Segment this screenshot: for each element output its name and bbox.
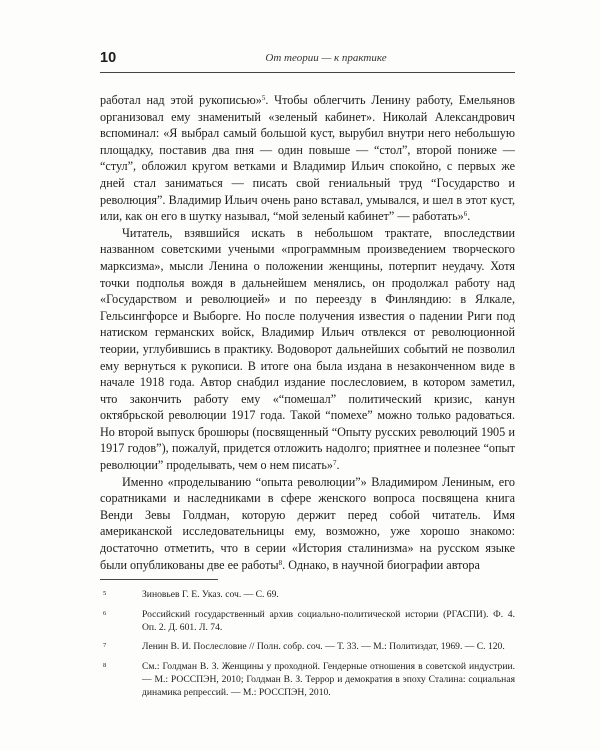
paragraph <box>100 92 515 225</box>
paragraph-text: . <box>336 458 340 473</box>
footnote-ref: 8 <box>278 558 283 567</box>
main-text <box>100 92 515 573</box>
paragraph <box>100 474 515 574</box>
footnotes <box>100 588 515 705</box>
paragraph <box>100 225 515 474</box>
paragraph-text: работал над этой рукописью» <box>100 93 262 107</box>
footnote <box>100 608 515 634</box>
footnote <box>100 640 515 653</box>
footnote <box>100 588 515 601</box>
footnote-text: См.: Голдман В. З. Женщины у проходной. Гендерные отношения в советской индустрии. — М.: РОССПЭН, 2010; Голдман В. З. Террор и демократия в эпоху Сталина: социальная динамика репрессий. — М.: РОССПЭН, 2010. <box>142 660 515 698</box>
footnote-ref: 6 <box>463 210 468 219</box>
paragraph-text: Именно «проделыванию “опыта революции”» Владимиром Лениным, его соратниками и наследниками в сфере женского вопроса посвящена книга Венди Зевы Голдман, которую держит перед собой читатель. Имя американской исследовательницы ему, возможно, уже хорошо знакомо: достаточно отметить, что в серии «История сталинизма» на русском языке были опубликованы две ее работы <box>100 474 515 572</box>
paragraph-text: . Чтобы облегчить Ленину работу, Емельянов организовал ему знаменитый «зеленый кабинет». Николай Александрович вспоминал: «Я выбрал самый большой куст, вырубил внутри него небольшую площадку, поставив два пня — один повыше — “стол”, второй пониже — “стул”, обложил кругом ветками и Владимир Ильич спокойно, с первых же дней стал заниматься — писать свой гениальный труд “Государство и революция”. Владимир Ильич очень рано вставал, умывался, и шел в этот куст, или, как он его в шутку называл, “мой зеленый кабинет” — работать» <box>100 93 515 224</box>
footnote-ref: 5 <box>261 94 266 102</box>
footnote-number: 7 <box>103 642 107 649</box>
footnote-number: 5 <box>103 590 107 597</box>
footnote-text: Российский государственный архив социально-политической истории (РГАСПИ). Ф. 4. Оп. 2. Д. 601. Л. 74. <box>142 608 515 633</box>
footnote-text: Зиновьев Г. Е. Указ. соч. — С. 69. <box>142 589 279 600</box>
running-title: От теории — к практике <box>265 52 387 64</box>
paragraph-text: . <box>467 209 471 224</box>
paragraph-text: . Однако, в научной биографии автора <box>282 557 480 572</box>
footnote-ref: 7 <box>333 459 337 468</box>
footnote-number: 6 <box>103 609 107 617</box>
header-rule <box>100 72 515 73</box>
footnote-rule <box>100 579 218 580</box>
page-header <box>100 50 515 70</box>
paragraph-text: Читатель, взявшийся искать в небольшом трактате, впоследствии названном советскими учеными «программным произведением творческого марксизма», мысли Ленина о положении женщины, потерпит неудачу. Хотя точки подполья вождя в дальнейшем менялись, он продолжал работу над «Государством и революцией» и по переезду в Финляндию: в Ялкале, Гельсингфорсе и Выборге. Но после получения известия о падении Риги под натиском германских войск, Владимир Ильич отвлекся от революционной теории, углубившись в практику. Водоворот дальнейших событий не позволил ему вернуться к рукописи. В итоге она была издана в незаконченном виде в начале 1918 года. Автор снабдил издание послесловием, в котором заметил, что закончить работу ему «“помешал” политический кризис, канун октябрьской революции 1917 года. Такой “помехе” можно только радоваться. Но второй выпуск брошюры (посвященный “Опыту русских революций 1905 и 1917 годов”), пожалуй, придется отложить надолго; приятнее и полезнее “опыт революции” проделывать, чем о нем писать» <box>100 225 515 473</box>
page-number: 10 <box>100 50 117 66</box>
footnote-number: 8 <box>103 661 107 669</box>
footnote <box>100 660 515 699</box>
footnote-text: Ленин В. И. Послесловие // Полн. собр. соч. — Т. 33. — М.: Политиздат, 1969. — С. 120. <box>142 641 505 652</box>
